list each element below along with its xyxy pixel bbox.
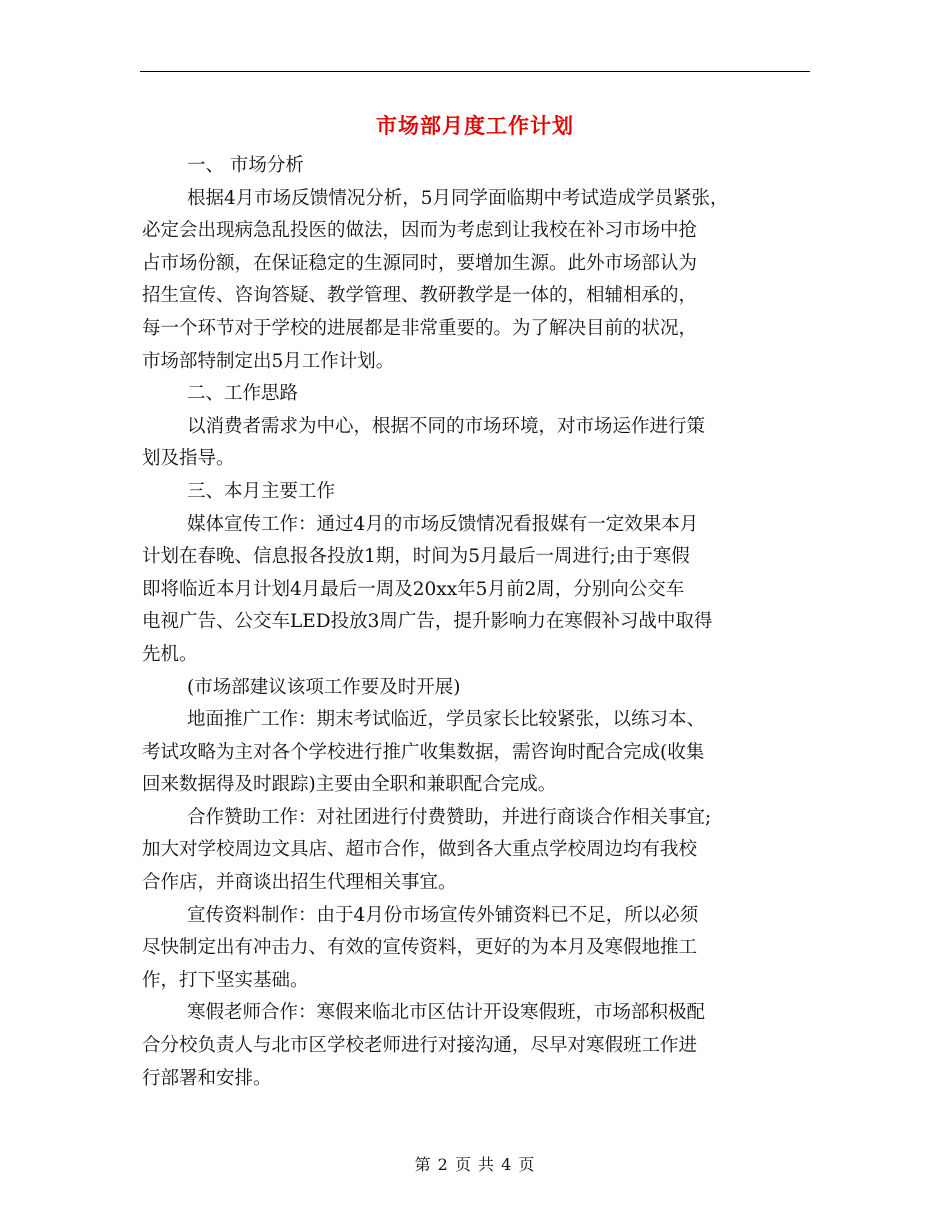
text-line: 回来数据得及时跟踪)主要由全职和兼职配合完成。 bbox=[142, 774, 557, 796]
text-line: 每一个环节对于学校的进展都是非常重要的。为了解决目前的状况， bbox=[142, 317, 698, 339]
text-line: 划及指导。 bbox=[142, 448, 235, 470]
text-line: 寒假老师合作：寒假来临北市区估计开设寒假班，市场部积极配 bbox=[187, 1002, 706, 1024]
text-line: 先机。 bbox=[142, 643, 198, 665]
text-line: 招生宣传、咨询答疑、教学管理、教研教学是一体的，相辅相承的， bbox=[142, 285, 698, 307]
page-footer: 第 2 页 共 4 页 bbox=[414, 1155, 536, 1174]
text-line: 电视广告、公交车LED投放3周广告，提升影响力在寒假补习战中取得 bbox=[142, 611, 713, 633]
header-rule bbox=[140, 71, 810, 72]
text-line: 合作赞助工作：对社团进行付费赞助，并进行商谈合作相关事宜; bbox=[187, 806, 712, 828]
text-line: 尽快制定出有冲击力、有效的宣传资料，更好的为本月及寒假地推工 bbox=[142, 937, 698, 959]
text-line: 合作店，并商谈出招生代理相关事宜。 bbox=[142, 872, 457, 894]
document-body bbox=[142, 150, 814, 1095]
text-line: (市场部建议该项工作要及时开展) bbox=[187, 676, 461, 698]
text-line: 行部署和安排。 bbox=[142, 1067, 272, 1089]
document-title: 市场部月度工作计划 bbox=[376, 113, 574, 138]
text-line: 合分校负责人与北市区学校老师进行对接沟通，尽早对寒假班工作进 bbox=[142, 1035, 698, 1057]
text-line: 占市场份额，在保证稳定的生源同时，要增加生源。此外市场部认为 bbox=[142, 252, 698, 274]
text-line: 必定会出现病急乱投医的做法，因而为考虑到让我校在补习市场中抢 bbox=[142, 220, 698, 242]
text-line: 宣传资料制作：由于4月份市场宣传外铺资料已不足，所以必须 bbox=[187, 904, 699, 926]
text-line: 计划在春晚、信息报各投放1期，时间为5月最后一周进行;由于寒假 bbox=[142, 546, 690, 568]
text-line: 一、 市场分析 bbox=[187, 155, 304, 176]
text-line: 加大对学校周边文具店、超市合作，做到各大重点学校周边均有我校 bbox=[142, 839, 698, 861]
text-line: 作，打下坚实基础。 bbox=[142, 969, 309, 991]
text-line: 即将临近本月计划4月最后一周及20xx年5月前2周，分别向公交车 bbox=[142, 578, 685, 600]
text-line: 媒体宣传工作：通过4月的市场反馈情况看报媒有一定效果本月 bbox=[187, 513, 699, 535]
text-line: 三、本月主要工作 bbox=[187, 480, 336, 502]
text-line: 市场部特制定出5月工作计划。 bbox=[142, 350, 395, 372]
text-line: 二、工作思路 bbox=[187, 383, 299, 405]
text-line: 根据4月市场反馈情况分析，5月同学面临期中考试造成学员紧张， bbox=[187, 187, 729, 209]
text-line: 考试攻略为主对各个学校进行推广收集数据，需咨询时配合完成(收集 bbox=[142, 741, 705, 763]
text-line: 地面推广工作：期末考试临近，学员家长比较紧张，以练习本、 bbox=[187, 709, 706, 731]
text-line: 以消费者需求为中心，根据不同的市场环境，对市场运作进行策 bbox=[187, 415, 706, 437]
